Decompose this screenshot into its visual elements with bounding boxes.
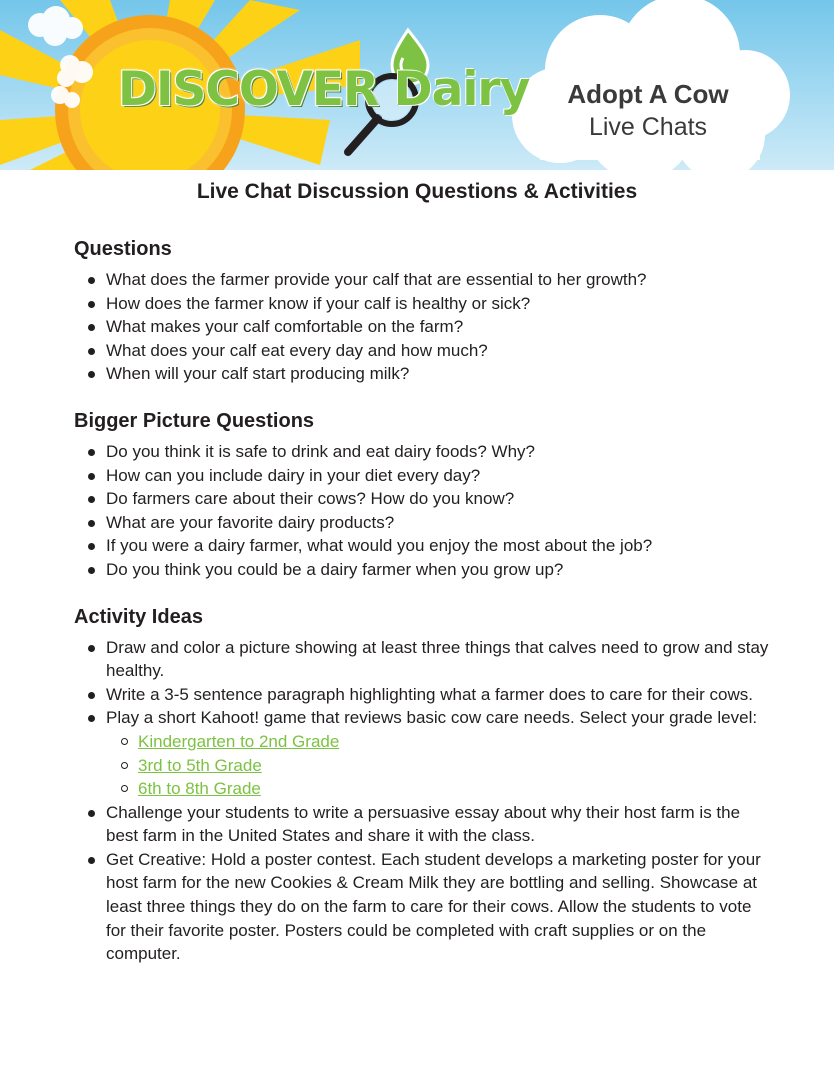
list-item-text: Play a short Kahoot! game that reviews basic cow care needs. Select your grade level: <box>106 708 758 728</box>
discover-dairy-logo <box>118 62 530 117</box>
list-item: What are your favorite dairy products? <box>74 511 774 535</box>
logo-word-dairy: Dairy <box>393 62 530 117</box>
activity-ideas-list <box>74 636 774 966</box>
kahoot-link-6-8[interactable]: 6th to 8th Grade <box>138 779 261 799</box>
list-item: What does the farmer provide your calf that are essential to her growth? <box>74 268 774 292</box>
list-item: Do farmers care about their cows? How do you know? <box>74 487 774 511</box>
list-item: Get Creative: Hold a poster contest. Each student develops a marketing poster for your host farm for the new Cookies & Cream Milk they are bottling and selling. Showcase at least three things they do on the farm to care for their cows. Allow the students to vote for their favorite poster. Posters could be completed with craft supplies or on the computer. <box>74 848 774 966</box>
questions-list <box>74 268 774 386</box>
badge-title: Adopt A Cow <box>567 79 729 109</box>
main-content <box>74 236 774 988</box>
grade-link-item <box>106 777 774 801</box>
list-item: Challenge your students to write a persuasive essay about why their host farm is the best farm in the United States and share it with the class. <box>74 801 774 848</box>
list-item: Do you think it is safe to drink and eat dairy foods? Why? <box>74 440 774 464</box>
questions-heading: Questions <box>74 238 172 260</box>
adopt-a-cow-badge <box>520 78 776 143</box>
logo-word-discover: DISCOVER <box>118 62 379 117</box>
list-item: How can you include dairy in your diet every day? <box>74 464 774 488</box>
grade-links-list <box>106 730 774 801</box>
activity-ideas-heading: Activity Ideas <box>74 605 203 628</box>
list-item <box>74 706 774 800</box>
list-item: What makes your calf comfortable on the farm? <box>74 315 774 339</box>
list-item: How does the farmer know if your calf is healthy or sick? <box>74 292 774 316</box>
badge-subtitle: Live Chats <box>588 112 708 141</box>
list-item: When will your calf start producing milk? <box>74 362 774 386</box>
list-item: Do you think you could be a dairy farmer when you grow up? <box>74 558 774 582</box>
grade-link-item <box>106 754 774 778</box>
list-item: Draw and color a picture showing at least three things that calves need to grow and stay healthy. <box>74 636 774 683</box>
page-header <box>0 0 834 170</box>
kahoot-link-3-5[interactable]: 3rd to 5th Grade <box>138 755 262 775</box>
list-item: Write a 3-5 sentence paragraph highlighting what a farmer does to care for their cows. <box>74 683 774 707</box>
list-item: If you were a dairy farmer, what would you enjoy the most about the job? <box>74 534 774 558</box>
grade-link-item <box>106 730 774 754</box>
page-title: Live Chat Discussion Questions & Activities <box>196 180 638 203</box>
bigger-picture-list <box>74 440 774 582</box>
kahoot-link-k-2[interactable]: Kindergarten to 2nd Grade <box>138 731 340 751</box>
bigger-picture-heading: Bigger Picture Questions <box>74 409 315 432</box>
list-item: What does your calf eat every day and how much? <box>74 339 774 363</box>
